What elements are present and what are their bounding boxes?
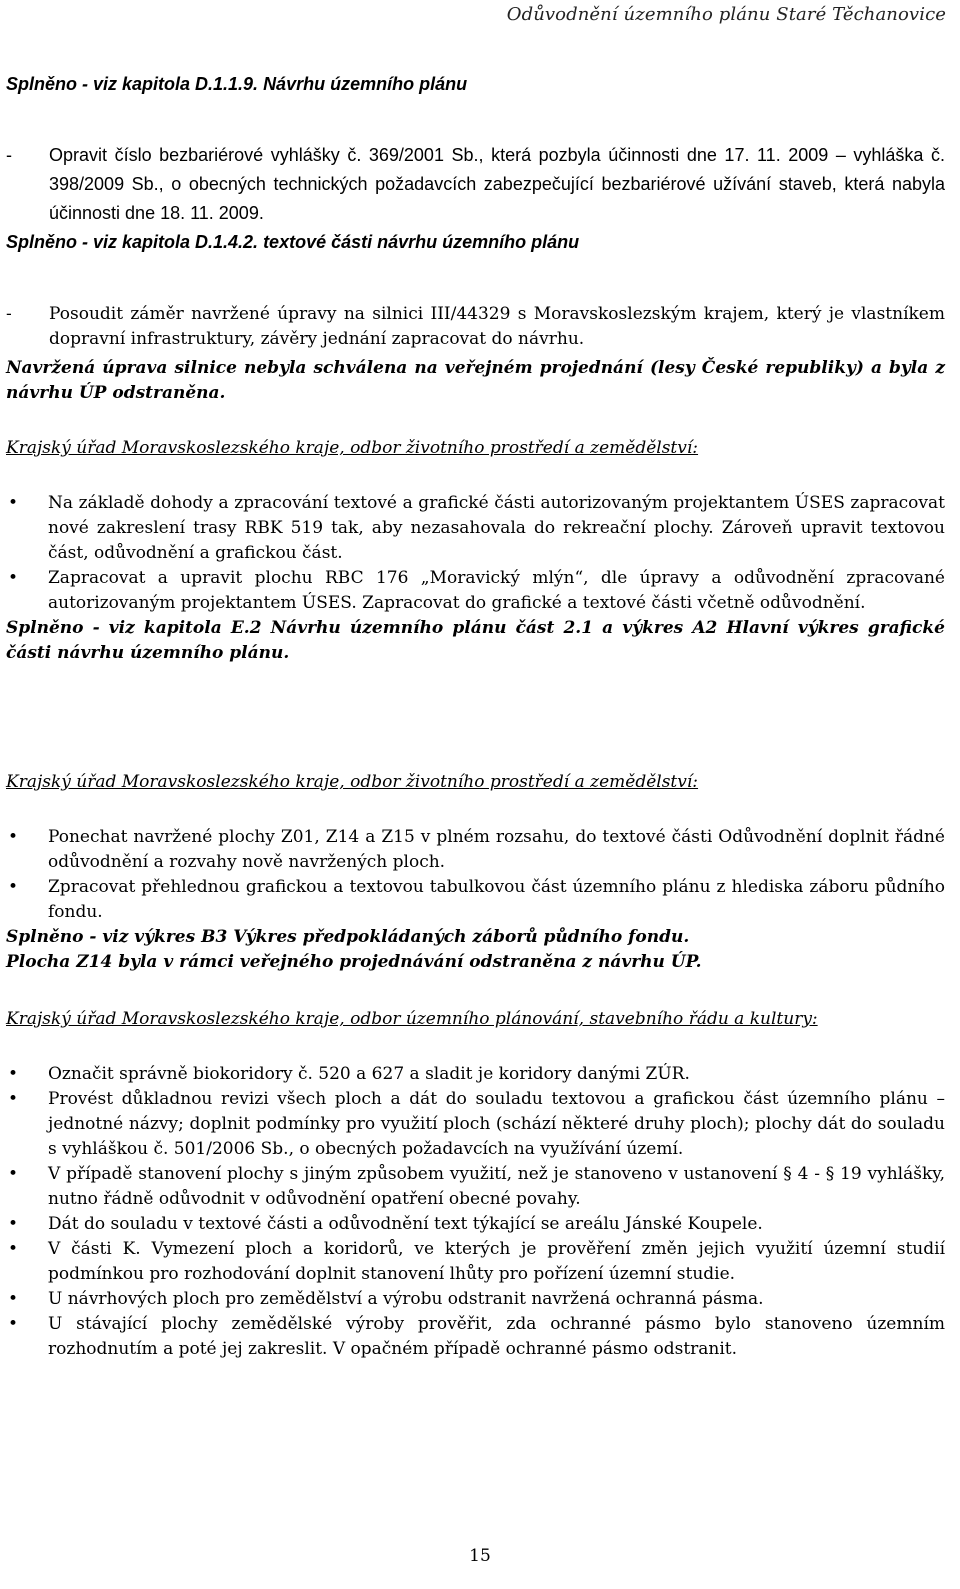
list-item: • Ponechat navržené plochy Z01, Z14 a Z15 v plném rozsahu, do textové části Odůvodnění doplnit řádné odůvodnění a rozvahy nově navržených ploch. [6, 825, 945, 875]
list-item: • V části K. Vymezení ploch a koridorů, ve kterých je prověření změn jejich využití územní studií podmínkou pro rozhodování doplnit stanovení lhůty pro pořízení územní studie. [6, 1237, 945, 1287]
list-item: • U stávající plochy zemědělské výroby prověřit, zda ochranné pásmo bylo stanoveno územním rozhodnutím a poté jej zakreslit. V opačném případě ochranné pásmo odstranit. [6, 1312, 945, 1362]
block-1 [6, 70, 945, 257]
dash-item-text: Posoudit záměr navržené úpravy na silnici III/44329 s Moravskoslezským krajem, který je vlastníkem dopravní infrastruktury, závěry jednání zapracovat do návrhu. [49, 304, 945, 349]
dash-item-vyhlaska [6, 141, 945, 228]
section-heading: Krajský úřad Moravskoslezského kraje, odbor životního prostředí a zemědělství: [6, 772, 699, 792]
bullet-list [6, 825, 945, 925]
list-item: • U návrhových ploch pro zemědělství a výrobu odstranit navržená ochranná pásma. [6, 1287, 945, 1312]
dash-item-text: Opravit číslo bezbariérové vyhlášky č. 369/2001 Sb., která pozbyla účinnosti dne 17. 11. 2009 – vyhláška č. 398/2009 Sb., o obecných technických požadavcích zabezpečující bezbariérové užívání staveb, která nabyla účinnosti dne 18. 11. 2009. [49, 145, 945, 223]
splneno-d119: Splněno - viz kapitola D.1.1.9. Návrhu územního plánu [6, 74, 468, 94]
list-item: • Zpracovat přehlednou grafickou a textovou tabulkovou část územního plánu z hlediska záboru půdního fondu. [6, 875, 945, 925]
list-item: • Dát do souladu v textové části a odůvodnění text týkající se areálu Jánské Koupele. [6, 1212, 945, 1237]
bullet-list [6, 1062, 945, 1362]
section-heading: Krajský úřad Moravskoslezského kraje, odbor životního prostředí a zemědělství: [6, 438, 699, 458]
list-item: • V případě stanovení plochy s jiným způsobem využití, než je stanoveno v ustanovení § 4 - § 19 vyhlášky, nutno řádně odůvodnit v odůvodnění opatření obecné povahy. [6, 1162, 945, 1212]
note-silnice: Navržená úprava silnice nebyla schválena na veřejném projednání (lesy České republiky) a byla z návrhu ÚP odstraněna. [6, 358, 945, 403]
section-3 [6, 1005, 945, 1362]
section-heading: Krajský úřad Moravskoslezského kraje, odbor územního plánování, stavebního řádu a kultury: [6, 1009, 818, 1029]
dash-item-silnice [6, 302, 945, 352]
dash-mark: - [6, 304, 12, 324]
splneno-e2: Splněno - viz kapitola E.2 Návrhu územního plánu část 2.1 a výkres A2 Hlavní výkres grafické části návrhu územního plánu. [6, 618, 945, 663]
list-item: • Označit správně biokoridory č. 520 a 627 a sladit je koridory danými ZÚR. [6, 1062, 945, 1087]
block-2 [6, 302, 945, 406]
list-item: • Provést důkladnou revizi všech ploch a dát do souladu textovou a grafickou část územního plánu – jednotné názvy; doplnit podmínky pro využití ploch (schází některé druhy ploch); plochy dát do souladu s vyhláškou č. 501/2006 Sb., o obecných požadavcích na využívání území. [6, 1087, 945, 1162]
list-item: • Na základě dohody a zpracování textové a grafické části autorizovaným projektantem ÚSES zapracovat nové zakreslení trasy RBK 519 tak, aby nezasahovala do rekreační plochy. Zároveň upravit textovou část, odůvodnění a grafickou část. [6, 491, 945, 566]
dash-mark: - [6, 145, 12, 165]
splneno-b3: Splněno - viz výkres B3 Výkres předpokládaných záborů půdního fondu. [6, 927, 690, 947]
page-header: Odůvodnění územního plánu Staré Těchanovice [506, 4, 946, 25]
page-number: 15 [469, 1546, 491, 1566]
list-item: • Zapracovat a upravit plochu RBC 176 „Moravický mlýn“, dle úpravy a odůvodnění zpracované autorizovaným projektantem ÚSES. Zapracovat do grafické a textové části včetně odůvodnění. [6, 566, 945, 616]
note-z14: Plocha Z14 byla v rámci veřejného projednávání odstraněna z návrhu ÚP. [6, 952, 702, 972]
splneno-d142: Splněno - viz kapitola D.1.4.2. textové části návrhu územního plánu [6, 232, 580, 252]
section-2 [6, 768, 945, 975]
section-1 [6, 434, 945, 666]
bullet-list [6, 491, 945, 616]
